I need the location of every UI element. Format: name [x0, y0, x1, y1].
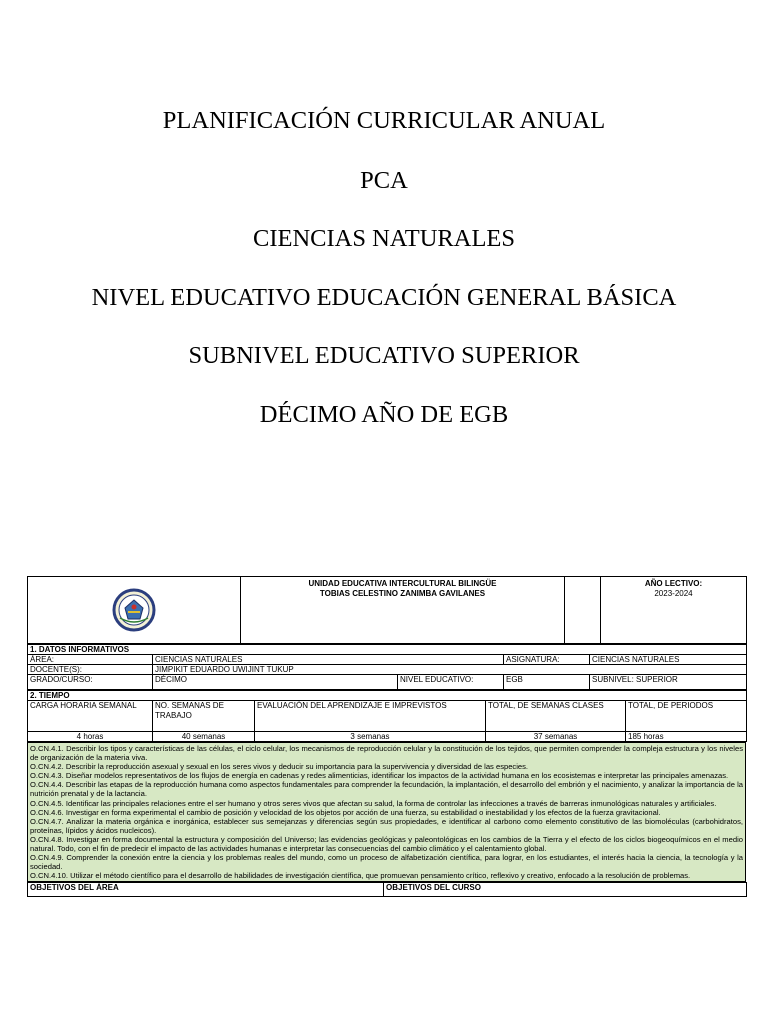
- tiempo-value: 40 semanas: [153, 732, 255, 742]
- asignatura-label: ASIGNATURA:: [504, 655, 590, 665]
- objective-item: O.CN.4.1. Describir los tipos y características de las células, el ciclo celular, los mecanismos de reproducción celular y la constitución de los tejidos, que permiten comprender la compleja estructura y los niveles de organización de la materia viva.: [30, 744, 743, 763]
- objective-item: O.CN.4.4. Describir las etapas de la reproducción humana como aspectos fundamentales para comprender la fecundación, la implantación, el desarrollo del embrión y el nacimiento, y analizar la importancia de la nutrición prenatal y de la lactancia.: [30, 780, 743, 799]
- cover-title-line: SUBNIVEL EDUCATIVO SUPERIOR: [188, 342, 580, 369]
- grado-value: DÉCIMO: [153, 675, 398, 690]
- tiempo-value: 4 horas: [28, 732, 153, 742]
- subnivel-value: SUBNIVEL: SUPERIOR: [590, 675, 747, 690]
- tiempo-table: [27, 690, 747, 742]
- tiempo-header: CARGA HORARIA SEMANAL: [28, 701, 153, 732]
- objetivos-header-table: [27, 882, 747, 897]
- nivel-educativo-label: NIVEL EDUCATIVO:: [398, 675, 504, 690]
- planning-sheet: [27, 576, 746, 897]
- asignatura-value: CIENCIAS NATURALES: [590, 655, 747, 665]
- datos-informativos-table: [27, 644, 747, 690]
- cover-title-line: DÉCIMO AÑO DE EGB: [259, 401, 509, 428]
- section-title-datos: 1. DATOS INFORMATIVOS: [28, 645, 747, 655]
- school-year-value: 2023-2024: [654, 589, 693, 598]
- tiempo-header: NO. SEMANAS DE TRABAJO: [153, 701, 255, 732]
- objective-item: O.CN.4.7. Analizar la materia orgánica e inorgánica, establecer sus semejanzas y diferencias según sus propiedades, e identificar al carbono como elemento constitutivo de las biomoléculas (carbohidratos, proteínas, lípidos y ácidos nucleicos).: [30, 816, 743, 835]
- tiempo-value: 185 horas: [626, 732, 747, 742]
- nivel-educativo-value: EGB: [504, 675, 590, 690]
- cover-title-line: PLANIFICACIÓN CURRICULAR ANUAL: [162, 107, 606, 134]
- area-label: ÁREA:: [28, 655, 153, 665]
- school-logo-cell: [28, 577, 241, 644]
- tiempo-header: EVALUACIÓN DEL APRENDIZAJE E IMPREVISTOS: [255, 701, 486, 732]
- cover-title-line: NIVEL EDUCATIVO EDUCACIÓN GENERAL BÁSICA: [91, 284, 677, 311]
- objective-item: O.CN.4.2. Describir la reproducción asexual y sexual en los seres vivos y deducir su importancia para la supervivencia y diversidad de las especies.: [30, 762, 529, 772]
- objetivos-area-heading: OBJETIVOS DEL ÁREA: [28, 883, 384, 897]
- tiempo-header: TOTAL, DE SEMANAS CLASES: [486, 701, 626, 732]
- school-name-line: TOBIAS CELESTINO ZANIMBA GAVILANES: [319, 589, 486, 598]
- objectives-table: [27, 742, 746, 882]
- header-spacer-cell: [565, 577, 601, 644]
- school-year-cell: [601, 577, 747, 644]
- school-name-line: UNIDAD EDUCATIVA INTERCULTURAL BILINGÜE: [308, 579, 497, 588]
- school-year-label: AÑO LECTIVO:: [644, 579, 703, 588]
- cover-title-line: PCA: [360, 167, 408, 194]
- tiempo-value: 3 semanas: [255, 732, 486, 742]
- objective-item: O.CN.4.10. Utilizar el método científico para el desarrollo de habilidades de investigación científica, que promuevan pensamiento crítico, reflexivo y creativo, enfocado a la resolución de problemas.: [30, 871, 691, 881]
- docente-label: DOCENTE(S):: [28, 665, 153, 675]
- objetivos-curso-heading: OBJETIVOS DEL CURSO: [384, 883, 747, 897]
- docente-value: JIMPIKIT EDUARDO UWIJINT TUKUP: [153, 665, 747, 675]
- objective-item: O.CN.4.3. Diseñar modelos representativos de los flujos de energía en cadenas y redes alimenticias, identificar los impactos de la actividad humana en los ecosistemas e interpretar las principales amenazas.: [30, 771, 729, 781]
- header-table: [27, 576, 747, 644]
- area-value: CIENCIAS NATURALES: [153, 655, 504, 665]
- objectives-cell: [28, 743, 746, 882]
- tiempo-header: TOTAL, DE PERIODOS: [626, 701, 747, 732]
- objective-item: O.CN.4.8. Investigar en forma documental la estructura y composición del Universo; las evidencias geológicas y paleontológicas en los cambios de la Tierra y el efecto de los ciclos biogeoquímicos en el medio natural. Todo, con el fin de predecir el impacto de las actividades humanas e interpretar las consecuencias del cambio climático y el calentamiento global.: [30, 834, 743, 854]
- objective-item: O.CN.4.6. Investigar en forma experimental el cambio de posición y velocidad de los objetos por acción de una fuerza, su estabilidad o inestabilidad y los efectos de la fuerza gravitacional.: [30, 807, 661, 817]
- cover-title-line: CIENCIAS NATURALES: [252, 225, 516, 252]
- grado-label: GRADO/CURSO:: [28, 675, 153, 690]
- objective-item: O.CN.4.9. Comprender la conexión entre la ciencia y los problemas reales del mundo, como un proceso de alfabetización científica, para lograr, en los estudiantes, el interés hacia la ciencia, la tecnología y la sociedad.: [30, 853, 743, 872]
- section-title-tiempo: 2. TIEMPO: [28, 691, 747, 701]
- school-seal-icon: [30, 588, 238, 632]
- objective-item: O.CN.4.5. Identificar las principales relaciones entre el ser humano y otros seres vivos que afectan su salud, la forma de controlar las infecciones a través de barreras inmunológicas naturales y artificiales.: [30, 798, 717, 808]
- tiempo-value: 37 semanas: [486, 732, 626, 742]
- school-name-cell: [241, 577, 565, 644]
